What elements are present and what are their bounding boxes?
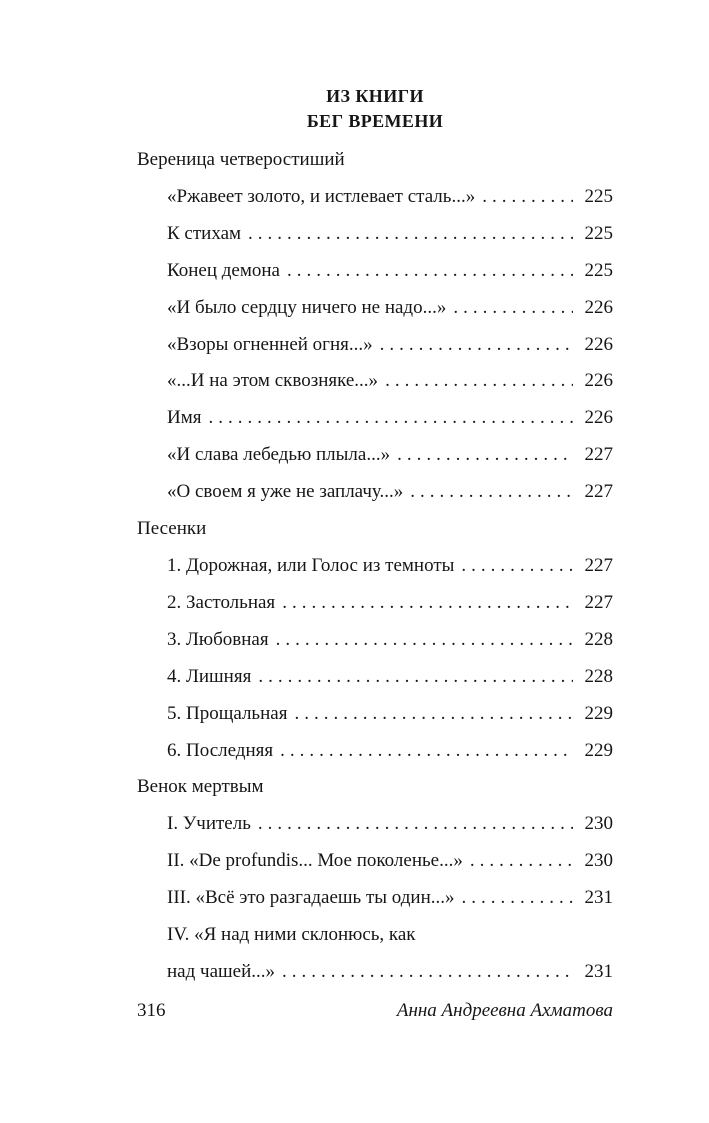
toc-entry bbox=[137, 954, 613, 991]
entry-page-number: 226 bbox=[584, 370, 613, 392]
entry-title: 3. Любовная bbox=[167, 628, 269, 650]
entry-title: «Ржавеет золото, и истлевает сталь...» bbox=[167, 185, 476, 207]
entry-title: «...И на этом сквозняке...» bbox=[167, 370, 379, 392]
toc-entry bbox=[137, 733, 613, 770]
entry-title: над чашей...» bbox=[167, 960, 275, 982]
entry-page-number: 226 bbox=[584, 296, 613, 318]
entry-title: Конец демона bbox=[167, 259, 280, 281]
entry-title: 6. Последняя bbox=[167, 739, 274, 761]
chapter-heading-line2: БЕГ ВРЕМЕНИ bbox=[306, 111, 444, 131]
entry-title: 2. Застольная bbox=[167, 591, 276, 613]
chapter-heading bbox=[137, 84, 613, 134]
dot-leader bbox=[208, 400, 573, 437]
entry-title: II. «De profundis... Мое поколенье...» bbox=[167, 850, 463, 872]
author-name: Анна Андреевна Ахматова bbox=[396, 1000, 613, 1021]
entry-page-number: 225 bbox=[584, 185, 613, 207]
dot-leader bbox=[282, 954, 573, 991]
toc-entry bbox=[137, 696, 613, 733]
dot-leader bbox=[453, 290, 573, 327]
entry-page-number: 228 bbox=[584, 628, 613, 650]
toc-entry bbox=[137, 622, 613, 659]
entry-page-number: 227 bbox=[584, 444, 613, 466]
toc-entry bbox=[137, 400, 613, 437]
entry-page-number: 230 bbox=[584, 813, 613, 835]
toc-entry bbox=[137, 474, 613, 511]
toc-entry bbox=[137, 548, 613, 585]
dot-leader bbox=[482, 179, 573, 216]
entry-title: I. Учитель bbox=[167, 813, 251, 835]
entry-page-number: 230 bbox=[584, 850, 613, 872]
section-title: Песенки bbox=[137, 518, 207, 540]
dot-leader bbox=[258, 659, 573, 696]
page-number: 316 bbox=[137, 1000, 166, 1021]
dot-leader bbox=[287, 253, 573, 290]
section-title: Венок мертвым bbox=[137, 776, 264, 798]
entry-page-number: 227 bbox=[584, 481, 613, 503]
entry-title: 1. Дорожная, или Голос из темноты bbox=[167, 554, 455, 576]
dot-leader bbox=[380, 327, 573, 364]
dot-leader bbox=[294, 696, 573, 733]
dot-leader bbox=[258, 806, 573, 843]
entry-title: 4. Лишняя bbox=[167, 665, 252, 687]
dot-leader bbox=[276, 622, 573, 659]
entry-title: «Взоры огненней огня...» bbox=[167, 333, 373, 355]
entry-page-number: 229 bbox=[584, 739, 613, 761]
entry-title: III. «Всё это разгадаешь ты один...» bbox=[167, 887, 455, 909]
entry-title: «О своем я уже не заплачу...» bbox=[167, 481, 404, 503]
dot-leader bbox=[462, 880, 574, 917]
entry-page-number: 226 bbox=[584, 333, 613, 355]
dot-leader bbox=[280, 733, 573, 770]
dot-leader bbox=[248, 216, 573, 253]
toc-section bbox=[137, 769, 613, 990]
page-footer bbox=[137, 1000, 613, 1022]
toc-section bbox=[137, 142, 613, 511]
dot-leader bbox=[461, 548, 573, 585]
toc-entry bbox=[137, 179, 613, 216]
section-title: Вереница четверостиший bbox=[137, 149, 345, 170]
dot-leader bbox=[282, 585, 573, 622]
page-content bbox=[137, 0, 613, 991]
toc-entry bbox=[137, 216, 613, 253]
dot-leader bbox=[397, 437, 573, 474]
entry-page-number: 227 bbox=[584, 591, 613, 613]
toc-entry bbox=[137, 327, 613, 364]
toc-entry bbox=[137, 917, 613, 954]
dot-leader bbox=[470, 843, 573, 880]
entry-page-number: 231 bbox=[584, 887, 613, 909]
entry-title: IV. «Я над ними склонюсь, как bbox=[167, 924, 416, 946]
entry-title: К стихам bbox=[167, 222, 242, 244]
entry-page-number: 231 bbox=[584, 960, 613, 982]
entry-title: «И слава лебедью плыла...» bbox=[167, 444, 391, 466]
toc-entry bbox=[137, 290, 613, 327]
toc-entry bbox=[137, 806, 613, 843]
entry-page-number: 225 bbox=[584, 259, 613, 281]
toc-entry bbox=[137, 437, 613, 474]
entry-page-number: 227 bbox=[584, 554, 613, 576]
toc-entry bbox=[137, 253, 613, 290]
toc bbox=[137, 142, 613, 991]
dot-leader bbox=[410, 474, 573, 511]
toc-entry bbox=[137, 880, 613, 917]
entry-page-number: 229 bbox=[584, 702, 613, 724]
entry-page-number: 226 bbox=[584, 407, 613, 429]
entry-title: 5. Прощальная bbox=[167, 702, 288, 724]
chapter-heading-line1: ИЗ КНИГИ bbox=[326, 86, 424, 106]
entry-page-number: 228 bbox=[584, 665, 613, 687]
entry-page-number: 225 bbox=[584, 222, 613, 244]
entry-title: Имя bbox=[167, 407, 202, 429]
toc-entry bbox=[137, 363, 613, 400]
toc-section bbox=[137, 511, 613, 769]
entry-title: «И было сердцу ничего не надо...» bbox=[167, 296, 447, 318]
toc-entry bbox=[137, 659, 613, 696]
dot-leader bbox=[385, 363, 573, 400]
toc-entry bbox=[137, 843, 613, 880]
toc-entry bbox=[137, 585, 613, 622]
